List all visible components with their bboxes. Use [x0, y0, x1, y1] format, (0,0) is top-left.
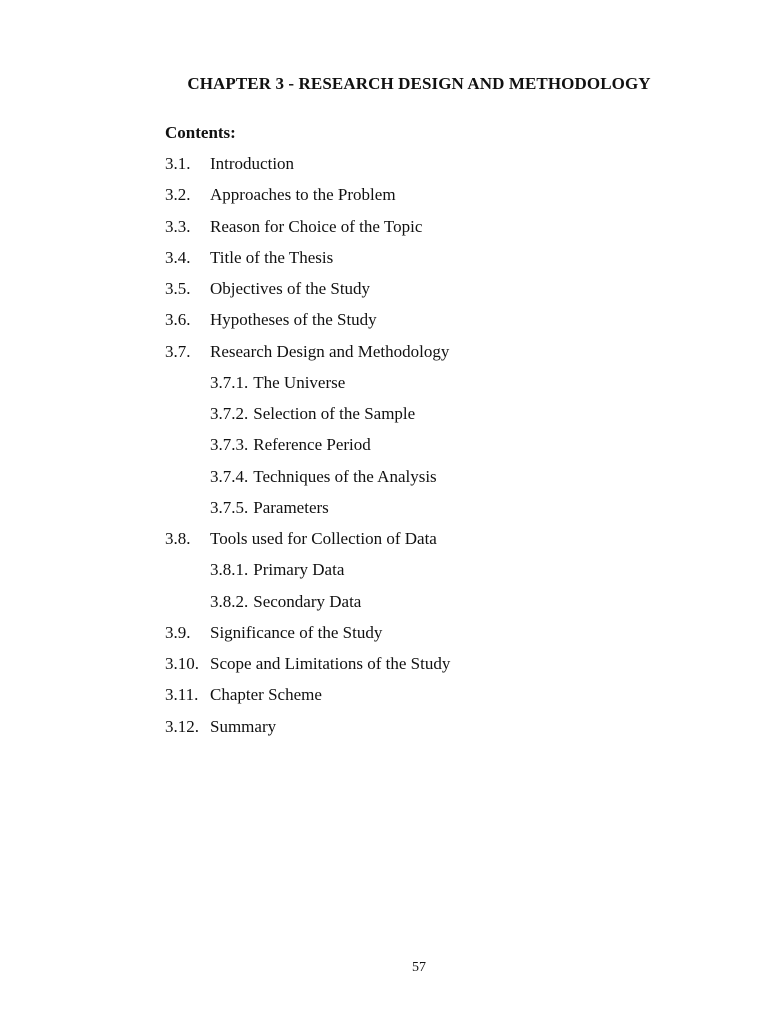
toc-item-number: 3.7.4.	[210, 466, 249, 486]
contents-heading: Contents:	[165, 123, 236, 142]
toc-item-title: Objectives of the Study	[210, 279, 371, 298]
toc-item-title: The Universe	[253, 372, 346, 392]
toc-item-3-7-5	[165, 498, 450, 529]
toc-item-3-8	[165, 529, 450, 560]
toc-item-3-7-4	[165, 467, 450, 498]
toc-item-3-10	[165, 654, 450, 685]
toc-item-title: Approaches to the Problem	[210, 185, 396, 205]
toc-item-3-6	[165, 310, 450, 341]
toc-item-title: Significance of the Study	[210, 622, 383, 642]
toc-item-number: 3.12.	[165, 716, 199, 736]
toc-item-title: Research Design and Methodology	[210, 341, 450, 361]
toc-item-number: 3.8.2.	[210, 591, 249, 611]
toc-item-3-11	[165, 685, 450, 716]
toc-item-number: 3.7.1.	[210, 372, 249, 392]
toc-item-3-5	[165, 279, 450, 310]
toc-item-title: Chapter Scheme	[210, 685, 322, 705]
toc-item-number: 3.9.	[165, 622, 191, 642]
toc-item-number: 3.7.3.	[210, 435, 249, 455]
toc-item-title: Selection of the Sample	[253, 404, 416, 423]
toc-item-3-7-3	[165, 435, 450, 466]
toc-item-3-8-2	[165, 592, 450, 623]
toc-item-number: 3.3.	[165, 216, 191, 236]
toc-item-number: 3.1.	[165, 154, 191, 173]
toc-item-number: 3.8.	[165, 529, 191, 548]
toc-item-3-4	[165, 248, 450, 279]
toc-item-title: Scope and Limitations of the Study	[210, 654, 451, 673]
toc-item-title: Secondary Data	[253, 591, 362, 611]
toc-item-3-1	[165, 154, 450, 185]
toc-item-number: 3.11.	[165, 685, 199, 705]
toc-item-number: 3.4.	[165, 247, 191, 267]
chapter-title: CHAPTER 3 - RESEARCH DESIGN AND METHODOLOGY	[187, 74, 651, 93]
toc-item-3-12	[165, 717, 450, 748]
table-of-contents	[165, 154, 450, 748]
toc-item-number: 3.7.	[165, 341, 191, 361]
toc-item-title: Title of the Thesis	[210, 247, 334, 267]
toc-item-title: Reason for Choice of the Topic	[210, 216, 423, 236]
toc-item-3-2	[165, 185, 450, 216]
toc-item-3-7-2	[165, 404, 450, 435]
toc-item-title: Hypotheses of the Study	[210, 310, 377, 330]
toc-item-number: 3.6.	[165, 310, 191, 330]
toc-item-3-7-1	[165, 373, 450, 404]
toc-item-title: Tools used for Collection of Data	[210, 529, 437, 548]
toc-item-3-7	[165, 342, 450, 373]
toc-item-title: Reference Period	[253, 435, 371, 455]
toc-item-3-9	[165, 623, 450, 654]
toc-item-title: Summary	[210, 716, 277, 736]
toc-item-number: 3.5.	[165, 279, 191, 298]
toc-item-number: 3.2.	[165, 185, 191, 205]
toc-item-number: 3.10.	[165, 654, 199, 673]
toc-item-title: Parameters	[253, 497, 329, 517]
page-number: 57	[412, 960, 426, 975]
toc-item-number: 3.8.1.	[210, 560, 249, 580]
toc-item-title: Techniques of the Analysis	[253, 466, 437, 486]
toc-item-number: 3.7.5.	[210, 497, 249, 517]
toc-item-3-3	[165, 217, 450, 248]
toc-item-number: 3.7.2.	[210, 404, 249, 423]
toc-item-3-8-1	[165, 560, 450, 591]
toc-item-title: Introduction	[210, 154, 295, 173]
toc-item-title: Primary Data	[253, 560, 345, 580]
